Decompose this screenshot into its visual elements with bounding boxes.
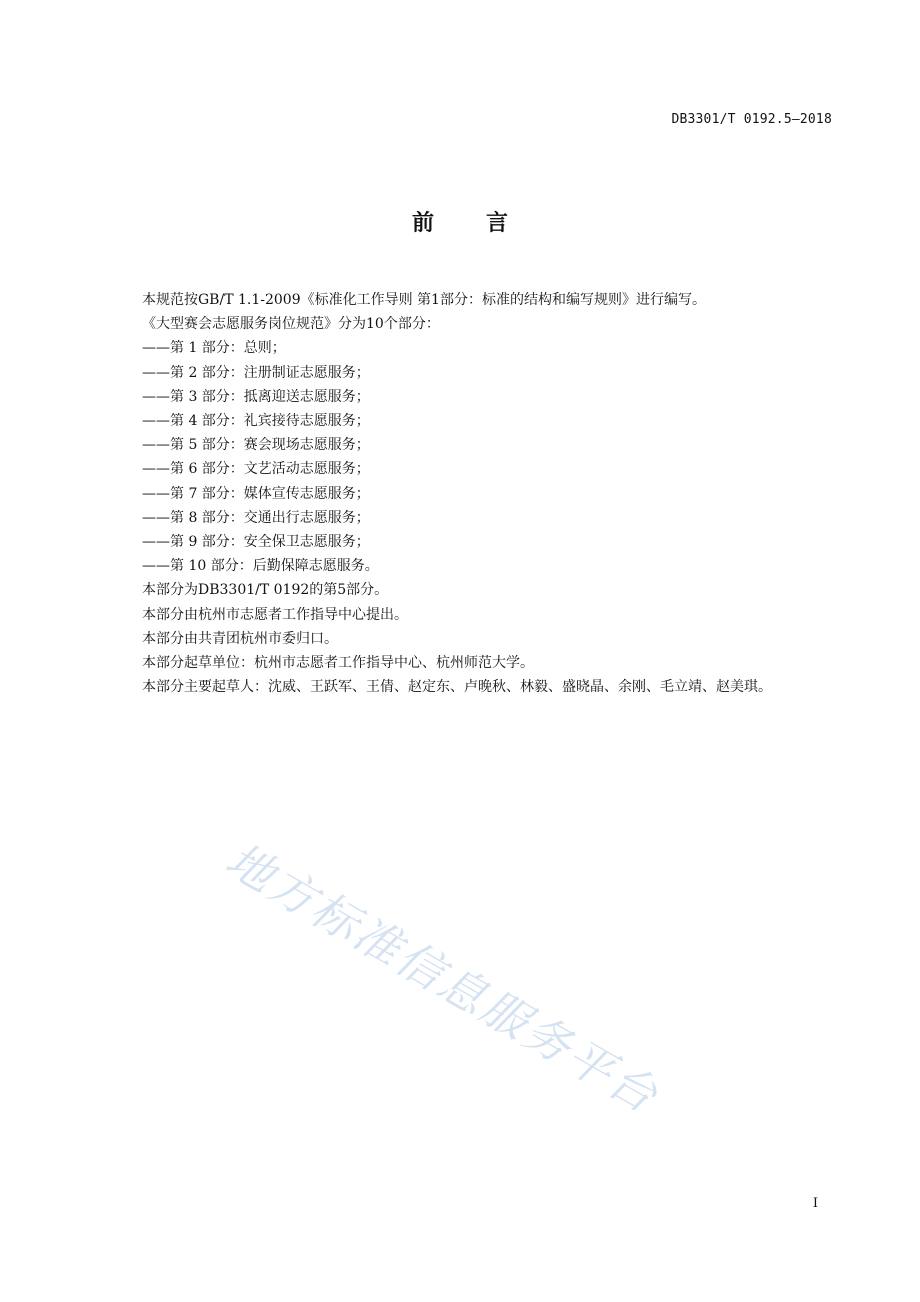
list-item-part-10: ——第 10 部分：后勤保障志愿服务。 — [142, 558, 379, 575]
paragraph-parts-intro: 《大型赛会志愿服务岗位规范》分为10个部分： — [142, 316, 440, 333]
list-item-part-5: ——第 5 部分：赛会现场志愿服务； — [142, 437, 370, 454]
list-item-part-7: ——第 7 部分：媒体宣传志愿服务； — [142, 485, 370, 502]
paragraph-drafting-rule: 本规范按GB/T 1.1-2009《标准化工作导则 第1部分：标准的结构和编写规则》进行编写。 — [142, 292, 706, 308]
preface-body — [110, 288, 834, 699]
list-item-part-1: ——第 1 部分：总则； — [142, 340, 286, 357]
page-number: I — [812, 1196, 818, 1211]
page-title-char-1: 前 — [411, 211, 434, 236]
paragraph-drafting-units: 本部分起草单位：杭州市志愿者工作指导中心、杭州师范大学。 — [142, 655, 534, 672]
list-item-part-2: ——第 2 部分：注册制证志愿服务； — [142, 364, 370, 381]
paragraph-centralized-by: 本部分由共青团杭州市委归口。 — [142, 630, 338, 647]
watermark: 地方标准信息服务平台 — [217, 832, 669, 1124]
list-item-part-6: ——第 6 部分：文艺活动志愿服务； — [142, 461, 370, 478]
page-title-char-2: 言 — [486, 211, 509, 236]
paragraph-proposer: 本部分由杭州市志愿者工作指导中心提出。 — [142, 606, 408, 623]
list-item-part-9: ——第 9 部分：安全保卫志愿服务； — [142, 534, 370, 551]
paragraph-drafters: 本部分主要起草人：沈威、王跃军、王倩、赵定东、卢晚秋、林毅、盛晓晶、余刚、毛立靖、赵美琪。 — [142, 679, 772, 696]
list-item-part-4: ——第 4 部分：礼宾接待志愿服务； — [142, 413, 370, 430]
paragraph-part-number: 本部分为DB3301/T 0192的第5部分。 — [142, 582, 389, 599]
list-item-part-3: ——第 3 部分：抵离迎送志愿服务； — [142, 388, 370, 405]
list-item-part-8: ——第 8 部分：交通出行志愿服务； — [142, 509, 370, 526]
page-title — [0, 206, 920, 237]
document-code: DB3301/T 0192.5—2018 — [671, 112, 832, 127]
